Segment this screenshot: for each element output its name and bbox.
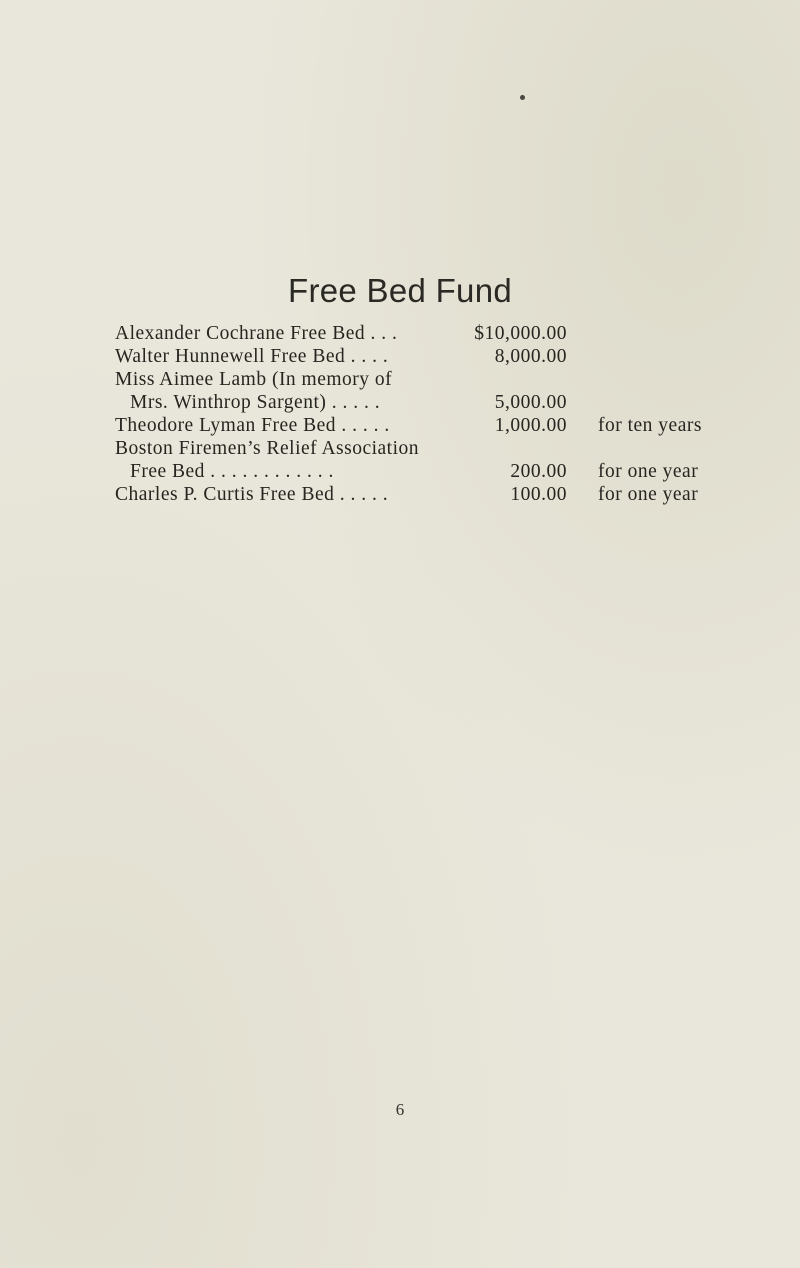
fund-entry — [115, 483, 715, 506]
entry-name: Boston Firemen’s Relief Association — [115, 438, 420, 459]
fund-table — [115, 322, 715, 506]
ink-speck — [520, 95, 525, 100]
entry-name: Walter Hunnewell Free Bed . . . . — [115, 346, 389, 367]
entry-amount: 100.00 — [510, 484, 567, 505]
fund-entry — [115, 368, 715, 414]
fund-entry — [115, 345, 715, 368]
entry-name: Theodore Lyman Free Bed . . . . . — [115, 415, 390, 436]
fund-entry — [115, 414, 715, 437]
entry-name-continuation: Free Bed . . . . . . . . . . . . — [130, 461, 334, 482]
entry-amount: 5,000.00 — [494, 392, 567, 413]
entry-name-continuation: Mrs. Winthrop Sargent) . . . . . — [130, 392, 381, 413]
fund-entry — [115, 322, 715, 345]
entry-note: for ten years — [598, 415, 702, 436]
page-number: 6 — [395, 1100, 405, 1119]
entry-name: Miss Aimee Lamb (In memory of — [115, 369, 393, 390]
entry-note: for one year — [598, 461, 699, 482]
entry-amount: 1,000.00 — [494, 415, 567, 436]
entry-name: Charles P. Curtis Free Bed . . . . . — [115, 484, 389, 505]
entry-name: Alexander Cochrane Free Bed . . . — [115, 323, 398, 344]
fund-entry — [115, 437, 715, 483]
entry-note: for one year — [598, 484, 699, 505]
entry-amount: 8,000.00 — [494, 346, 567, 367]
page-title: Free Bed Fund — [287, 272, 513, 309]
entry-amount: 200.00 — [510, 461, 567, 482]
entry-amount: $10,000.00 — [474, 323, 567, 344]
